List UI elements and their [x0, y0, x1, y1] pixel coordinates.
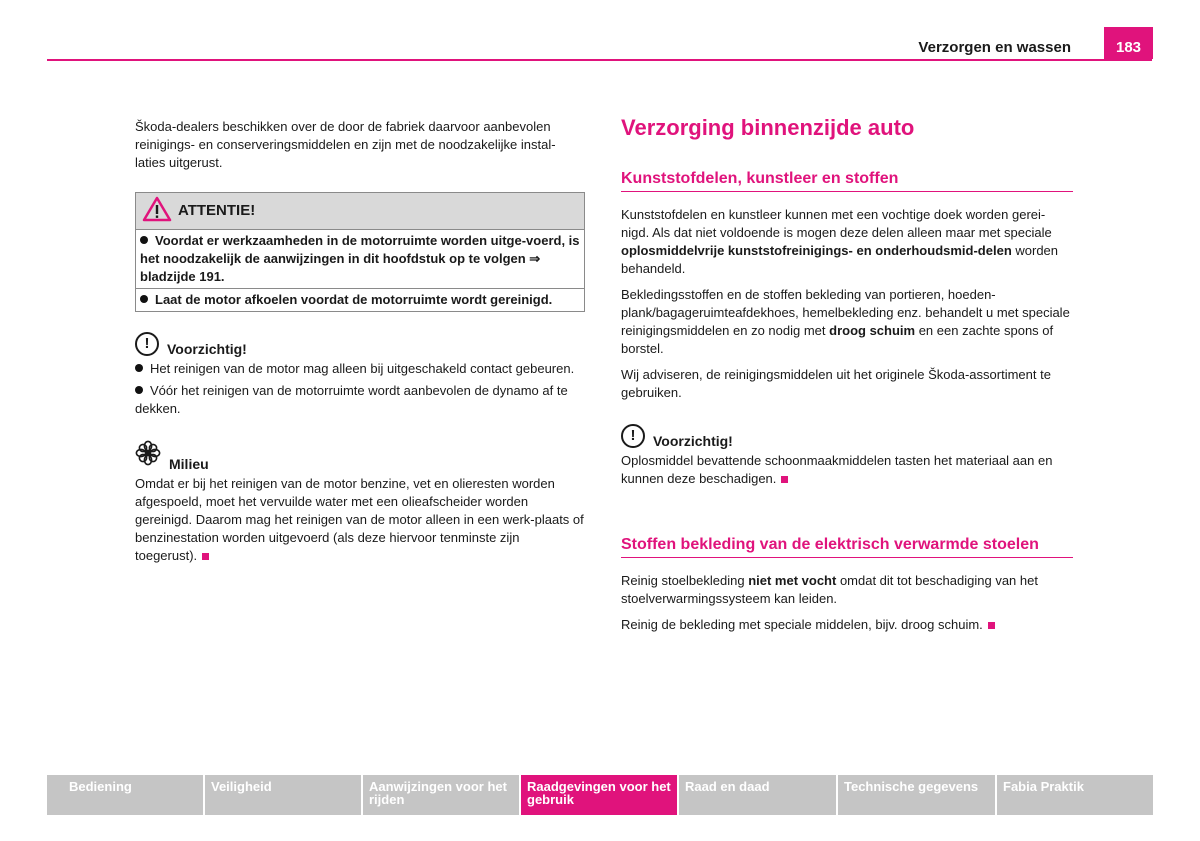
caution-header — [135, 332, 585, 356]
warning-triangle-icon — [142, 196, 172, 227]
end-square-icon — [988, 622, 995, 629]
bullet-icon — [140, 295, 148, 303]
tab-bediening[interactable]: Bediening — [47, 775, 203, 815]
tab-aanwijzingen[interactable]: Aanwijzingen voor het rijden — [363, 775, 519, 815]
paragraph: Kunststofdelen en kunstleer kunnen met een vochtige doek worden gerei-nigd. Als dat niet voldoende is mogen deze delen alleen maar met speciale oplosmiddelvrije kunststofreinigings- en onderhoudsmid-delen worden behandeld. — [621, 207, 1059, 276]
bullet-icon — [140, 236, 148, 244]
tab-veiligheid[interactable]: Veiligheid — [205, 775, 361, 815]
caution-paragraph: Oplosmiddel bevattende schoonmaakmiddelen tasten het materiaal aan en kunnen deze beschadigen. — [621, 453, 1053, 486]
page-number: 183 — [1104, 27, 1153, 59]
attention-box — [135, 192, 585, 312]
paragraph: Bekledingsstoffen en de stoffen bekleding van portieren, hoeden-plank/bagageruimteafdekhoes, hemelbekleding enz. behandelt u met speciale reinigingsmiddelen en zo nodig met droog schuim en een zachte spons of borstel. — [621, 287, 1070, 356]
left-column — [135, 118, 585, 565]
environment-title: Milieu — [169, 456, 209, 472]
end-square-icon — [202, 553, 209, 560]
caution-title: Voorzichtig! — [653, 433, 733, 449]
flower-icon — [135, 440, 161, 471]
exclamation-circle-icon: ! — [621, 424, 645, 448]
tab-raadgevingen[interactable]: Raadgevingen voor het gebruik — [521, 775, 677, 815]
tab-raad-en-daad[interactable]: Raad en daad — [679, 775, 836, 815]
caution-item: Vóór het reinigen van de motorruimte wordt aanbevolen de dynamo af te dekken. — [135, 383, 568, 416]
paragraph: Reinig stoelbekleding niet met vocht omdat dit tot beschadiging van het stoelverwarmingssysteem kan leiden. — [621, 573, 1038, 606]
paragraph: Wij adviseren, de reinigingsmiddelen uit het originele Škoda-assortiment te gebruiken. — [621, 367, 1051, 400]
end-square-icon — [781, 476, 788, 483]
tab-fabia-praktik[interactable]: Fabia Praktik — [997, 775, 1153, 815]
caution-title: Voorzichtig! — [167, 341, 247, 357]
exclamation-circle-icon: ! — [135, 332, 159, 356]
chapter-tabs — [47, 775, 1153, 815]
attention-header — [136, 193, 584, 230]
caution-header — [621, 424, 1073, 448]
right-column — [621, 114, 1073, 634]
environment-header — [135, 440, 585, 471]
intro-paragraph: Škoda-dealers beschikken over de door de fabriek daarvoor aanbevolen reinigings- en conserveringsmiddelen en zijn met de noodzakelijke instal-laties uitgerust. — [135, 119, 556, 170]
running-header: Verzorgen en wassen — [918, 39, 1071, 56]
bullet-icon — [135, 386, 143, 394]
attention-item: Voordat er werkzaamheden in de motorruimte worden uitge-voerd, is het noodzakelijk de aanwijzingen in dit hoofdstuk op te volgen ⇒ bladzijde 191. — [140, 233, 580, 284]
caution-item: Het reinigen van de motor mag alleen bij uitgeschakeld contact gebeuren. — [135, 360, 585, 378]
paragraph: Reinig de bekleding met speciale middelen, bijv. droog schuim. — [621, 616, 1073, 634]
section-title: Verzorging binnenzijde auto — [621, 115, 915, 140]
attention-item: Laat de motor afkoelen voordat de motorruimte wordt gereinigd. — [136, 288, 584, 311]
environment-paragraph: Omdat er bij het reinigen van de motor benzine, vet en olieresten worden afgespoeld, moet het vervuilde water met een olieafscheider worden gereinigd. Daarom mag het reinigen van de motor alleen in een werk-plaats of benzinestation worden uitgevoerd (als deze hiervoor tenminste zijn toegerust). — [135, 476, 584, 563]
attention-title: ATTENTIE! — [178, 202, 256, 219]
subsection-heading: Kunststofdelen, kunstleer en stoffen — [621, 168, 1073, 192]
tab-technische-gegevens[interactable]: Technische gegevens — [838, 775, 995, 815]
subsection-heading: Stoffen bekleding van de elektrisch verwarmde stoelen — [621, 534, 1073, 558]
bullet-icon — [135, 364, 143, 372]
header-rule — [47, 59, 1152, 61]
